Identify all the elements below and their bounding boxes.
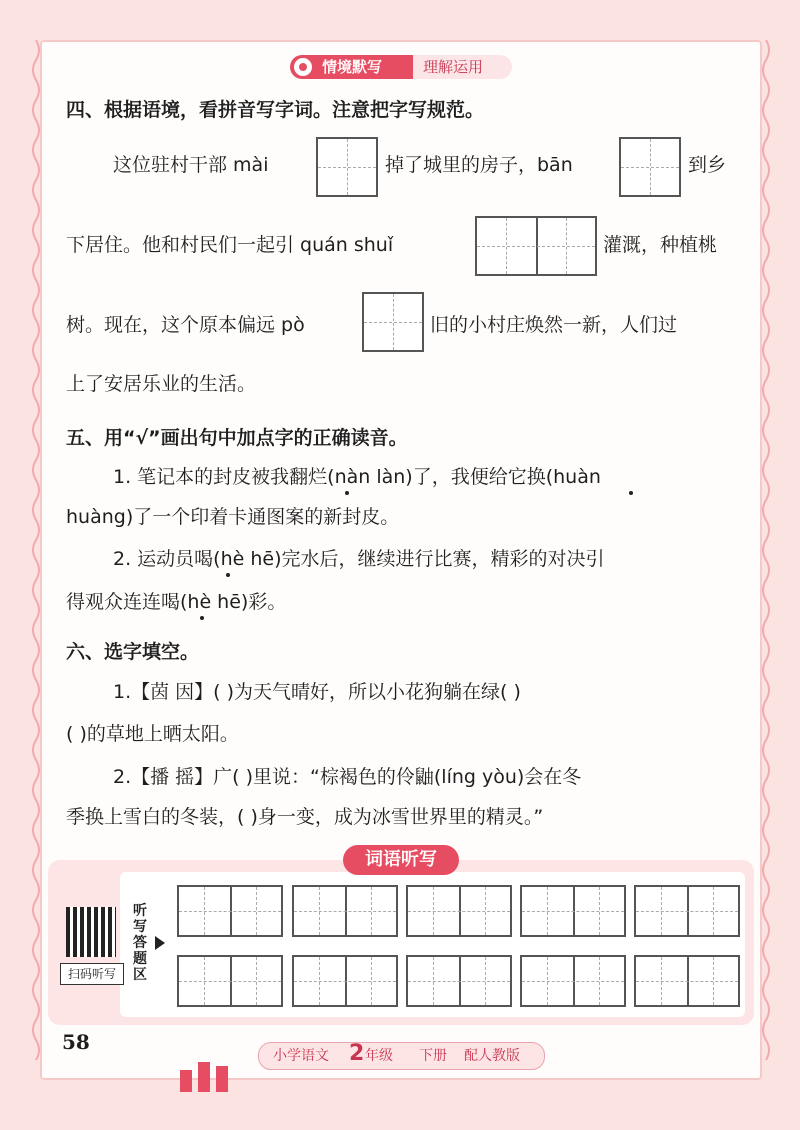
right-wavy-border	[760, 40, 772, 1060]
dictation-box[interactable]	[520, 885, 626, 937]
dictation-box[interactable]	[177, 955, 283, 1007]
s4-line1-b: 掉了城里的房子，bān	[385, 154, 573, 176]
dictation-box[interactable]	[292, 885, 398, 937]
emphasis-dot	[200, 616, 204, 620]
tag-primary: 情境默写	[290, 55, 413, 79]
s4-line4: 上了安居乐业的生活。	[66, 373, 257, 395]
arrow-right-icon	[155, 936, 165, 950]
s4-line3-a: 树。现在，这个原本偏远 pò	[66, 314, 305, 336]
dictation-box[interactable]	[406, 955, 512, 1007]
section4-title: 四、根据语境，看拼音写字词。注意把字写规范。	[66, 99, 485, 121]
qr-code-icon[interactable]	[66, 907, 116, 957]
s6-q2-line1: 2.【播 摇】广( )里说：“棕褐色的伶鼬(líng yòu)会在冬	[113, 766, 582, 788]
s4-line1-a: 这位驻村干部 mài	[113, 154, 269, 176]
s5-q1-line1: 1. 笔记本的封皮被我翻烂(nàn làn)了，我便给它换(huàn	[113, 466, 601, 488]
s5-q2-line2: 得观众连连喝(hè hē)彩。	[66, 591, 287, 613]
answer-box-quanshui[interactable]	[475, 216, 597, 276]
emphasis-dot	[629, 491, 633, 495]
tag-secondary: 理解运用	[413, 55, 512, 79]
s4-line1-c: 到乡	[688, 154, 727, 176]
answer-box-po[interactable]	[362, 292, 424, 352]
emphasis-dot	[226, 573, 230, 577]
s4-line2-b: 灌溉，种植桃	[603, 234, 718, 256]
dictation-box[interactable]	[520, 955, 626, 1007]
s6-q1-line2: ( )的草地上晒太阳。	[66, 723, 239, 745]
s4-line3-b: 旧的小村庄焕然一新，人们过	[430, 314, 678, 336]
footer-edition: 配人教版	[464, 1048, 520, 1064]
answer-area-label: 听写答题区	[133, 903, 147, 983]
footer-grade-number: 2	[349, 1041, 365, 1066]
dictation-box[interactable]	[292, 955, 398, 1007]
footer-badge	[258, 1042, 545, 1070]
dictation-box[interactable]	[406, 885, 512, 937]
section5-title: 五、用“√”画出句中加点字的正确读音。	[66, 427, 408, 449]
footer-volume: 下册	[419, 1048, 447, 1064]
flower-icon	[294, 58, 312, 76]
emphasis-dot	[345, 491, 349, 495]
decorative-bars	[180, 1062, 240, 1092]
s5-q2-line1: 2. 运动员喝(hè hē)完水后，继续进行比赛，精彩的对决引	[113, 548, 605, 570]
footer-grade-suffix: 年级	[365, 1048, 393, 1064]
s6-q2-line2: 季换上雪白的冬装，( )身一变，成为冰雪世界里的精灵。”	[66, 806, 544, 828]
section6-title: 六、选字填空。	[66, 641, 200, 663]
dictation-box[interactable]	[177, 885, 283, 937]
footer-subject: 小学语文	[273, 1048, 329, 1064]
s4-line2-a: 下居住。他和村民们一起引 quán shuǐ	[66, 234, 394, 256]
s5-q1-line2: huàng)了一个印着卡通图案的新封皮。	[66, 506, 400, 528]
left-wavy-border	[30, 40, 42, 1060]
dictation-box[interactable]	[634, 955, 740, 1007]
s6-q1-line1: 1.【茵 因】( )为天气晴好，所以小花狗躺在绿( )	[113, 681, 521, 703]
answer-box-mai[interactable]	[316, 137, 378, 197]
qr-label: 扫码听写	[60, 963, 124, 985]
answer-box-ban[interactable]	[619, 137, 681, 197]
dictation-box[interactable]	[634, 885, 740, 937]
dictation-title: 词语听写	[343, 845, 459, 875]
page-number: 58	[62, 1030, 90, 1054]
header-tag	[290, 55, 512, 79]
